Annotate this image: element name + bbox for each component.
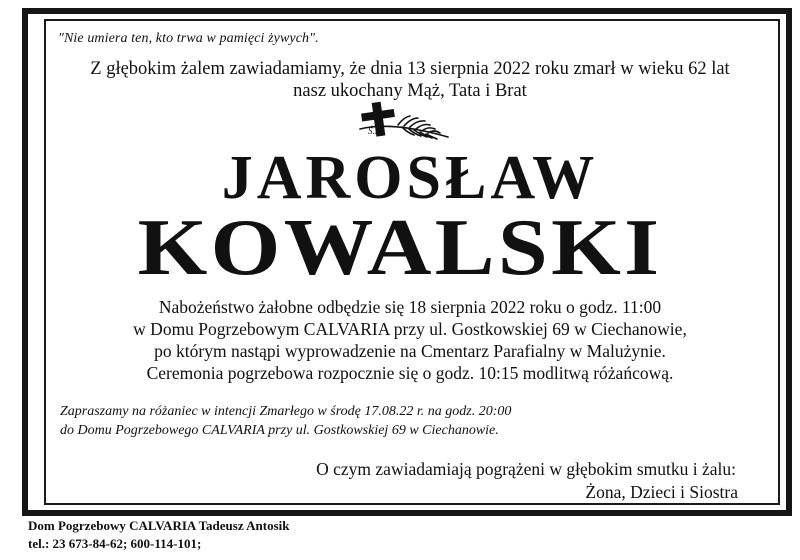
service-line-1: Nabożeństwo żałobne odbędzie się 18 sierpnia 2022 roku o godz. 11:00 [158,297,662,317]
service-line-4: Ceremonia pogrzebowa rozpocznie się o godz. 10:15 modlitwą różańcową. [146,363,674,383]
rosary-invitation-line-2: do Domu Pogrzebowego CALVARIA przy ul. Gostkowskiej 69 w Ciechanowie. [60,423,499,438]
motto-quote: "Nie umiera ten, kto trwa w pamięci żywych". [58,31,319,46]
deceased-last-name: KOWALSKI [137,204,663,292]
cross-with-palm-branch-icon [352,99,452,143]
announcement-line-1: Z głębokim żalem zawiadamiamy, że dnia 13 sierpnia 2022 roku zmarł w wieku 62 lat [90,59,730,79]
announcement-line-2: nasz ukochany Mąż, Tata i Brat [293,81,527,101]
deceased-first-name: JAROSŁAW [221,144,599,212]
funeral-home-name: Dom Pogrzebowy CALVARIA Tadeusz Antosik [28,518,290,533]
mourners-names: Żona, Dzieci i Siostra [585,482,738,502]
service-line-3: po którym nastąpi wyprowadzenie na Cmentarz Parafialny w Malużynie. [154,341,666,361]
initials-sp: Ś.P. [368,126,382,136]
rosary-invitation-line-1: Zapraszamy na różaniec w intencji Zmarłego w środę 17.08.22 r. na godz. 20:00 [60,404,512,419]
funeral-home-phones: tel.: 23 673-84-62; 600-114-101; [28,536,202,551]
mourners-intro: O czym zawiadamiają pogrążeni w głębokim smutku i żalu: [316,459,736,479]
service-line-2: w Domu Pogrzebowym CALVARIA przy ul. Gostkowskiej 69 w Ciechanowie, [133,319,687,339]
